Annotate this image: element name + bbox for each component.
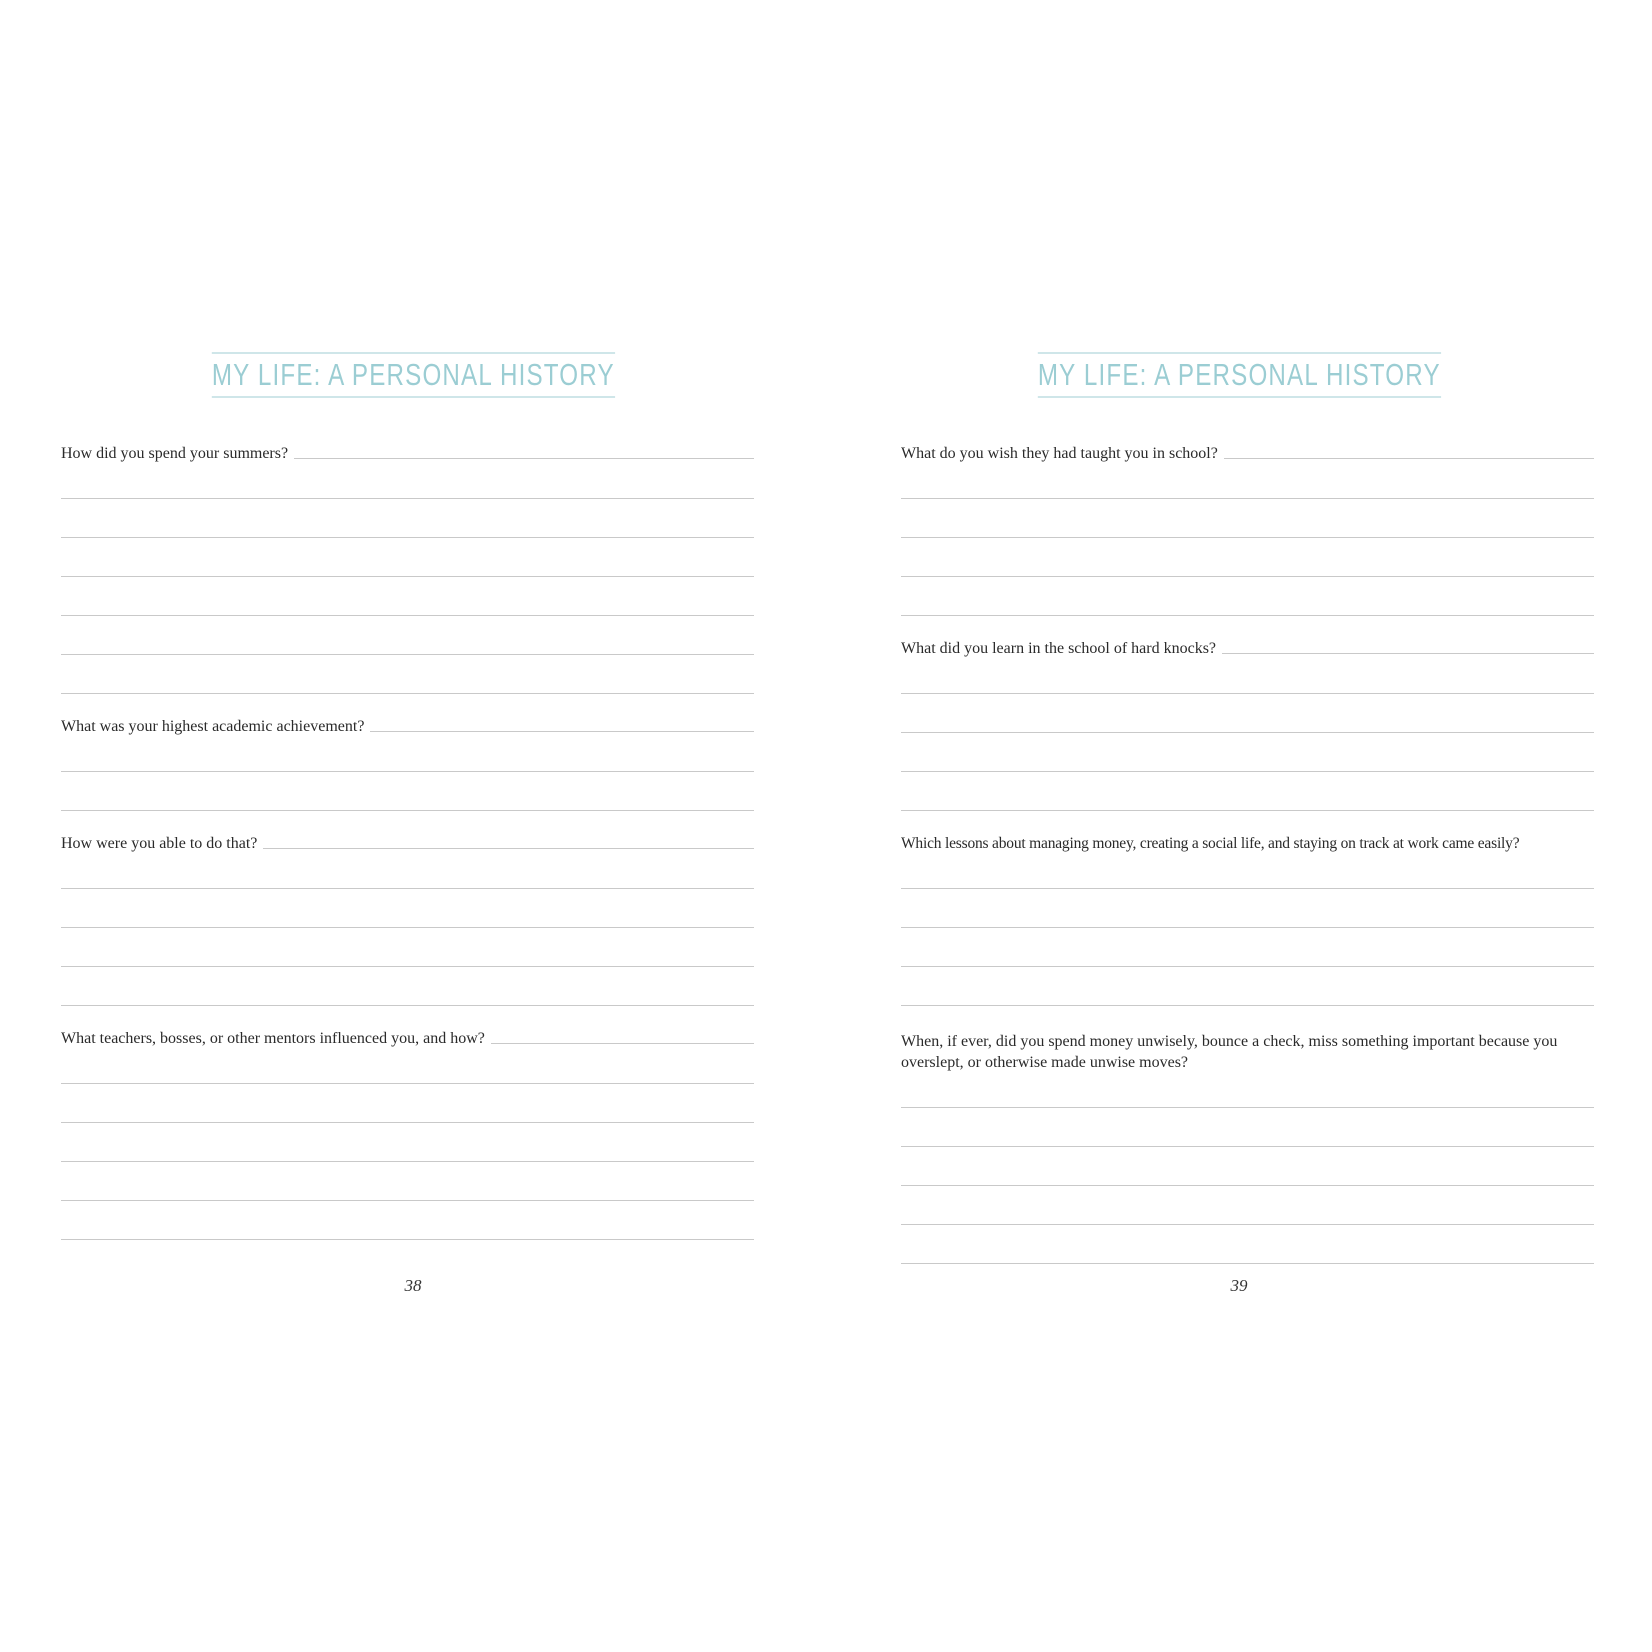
answer-line[interactable] <box>61 1161 754 1162</box>
answer-line[interactable] <box>263 847 754 849</box>
answer-line[interactable] <box>61 537 754 538</box>
answer-line[interactable] <box>61 1083 754 1084</box>
answer-line[interactable] <box>901 927 1594 928</box>
answer-line[interactable] <box>1224 457 1594 459</box>
answer-line[interactable] <box>61 1239 754 1240</box>
question-row <box>901 445 1594 463</box>
answer-line[interactable] <box>61 927 754 928</box>
question-text: What was your highest academic achievement? <box>61 718 365 735</box>
answer-line[interactable] <box>901 1263 1594 1264</box>
answer-line[interactable] <box>61 576 754 577</box>
answer-line[interactable] <box>901 537 1594 538</box>
answer-line[interactable] <box>901 1185 1594 1186</box>
answer-line[interactable] <box>901 1146 1594 1147</box>
page-number: 39 <box>1230 1276 1248 1295</box>
answer-line[interactable] <box>901 576 1594 577</box>
answer-line[interactable] <box>901 966 1594 967</box>
answer-line[interactable] <box>61 693 754 694</box>
question-row <box>901 640 1594 658</box>
answer-line[interactable] <box>901 498 1594 499</box>
question-text: What do you wish they had taught you in school? <box>901 445 1218 462</box>
page-number: 38 <box>404 1276 422 1295</box>
left-title-wrap <box>0 352 826 398</box>
answer-line[interactable] <box>901 1005 1594 1006</box>
question-row <box>61 718 754 736</box>
answer-line[interactable] <box>1222 652 1594 654</box>
answer-line[interactable] <box>901 771 1594 772</box>
answer-line[interactable] <box>61 810 754 811</box>
answer-line[interactable] <box>61 615 754 616</box>
answer-line[interactable] <box>61 498 754 499</box>
question-row <box>61 835 754 853</box>
answer-line[interactable] <box>61 771 754 772</box>
question-row <box>61 445 754 463</box>
answer-line[interactable] <box>901 732 1594 733</box>
answer-line[interactable] <box>61 1200 754 1201</box>
question-text: When, if ever, did you spend money unwisely, bounce a check, miss something important because you overslept, or otherwise made unwise moves? <box>901 1033 1558 1071</box>
answer-line[interactable] <box>901 693 1594 694</box>
answer-line[interactable] <box>61 966 754 967</box>
question-text: What teachers, bosses, or other mentors influenced you, and how? <box>61 1030 485 1047</box>
page-title: MY LIFE: A PERSONAL HISTORY <box>1038 352 1441 398</box>
answer-line[interactable] <box>901 1107 1594 1108</box>
question-text: Which lessons about managing money, creating a social life, and staying on track at work came easily? <box>901 835 1520 852</box>
question-text: How did you spend your summers? <box>61 445 289 462</box>
answer-line[interactable] <box>370 730 754 732</box>
answer-line[interactable] <box>61 1122 754 1123</box>
answer-line[interactable] <box>61 1005 754 1006</box>
question-row <box>61 1030 754 1048</box>
question-text: How were you able to do that? <box>61 835 258 852</box>
answer-line[interactable] <box>901 615 1594 616</box>
answer-line[interactable] <box>294 457 754 459</box>
answer-line[interactable] <box>491 1042 754 1044</box>
answer-line[interactable] <box>901 888 1594 889</box>
answer-line[interactable] <box>61 888 754 889</box>
answer-line[interactable] <box>61 654 754 655</box>
right-title-wrap <box>826 352 1652 398</box>
question-text: What did you learn in the school of hard knocks? <box>901 640 1217 657</box>
question-row <box>901 835 1594 853</box>
right-page <box>826 0 1652 1652</box>
page-title: MY LIFE: A PERSONAL HISTORY <box>212 352 615 398</box>
answer-line[interactable] <box>901 1224 1594 1225</box>
answer-line[interactable] <box>901 810 1594 811</box>
